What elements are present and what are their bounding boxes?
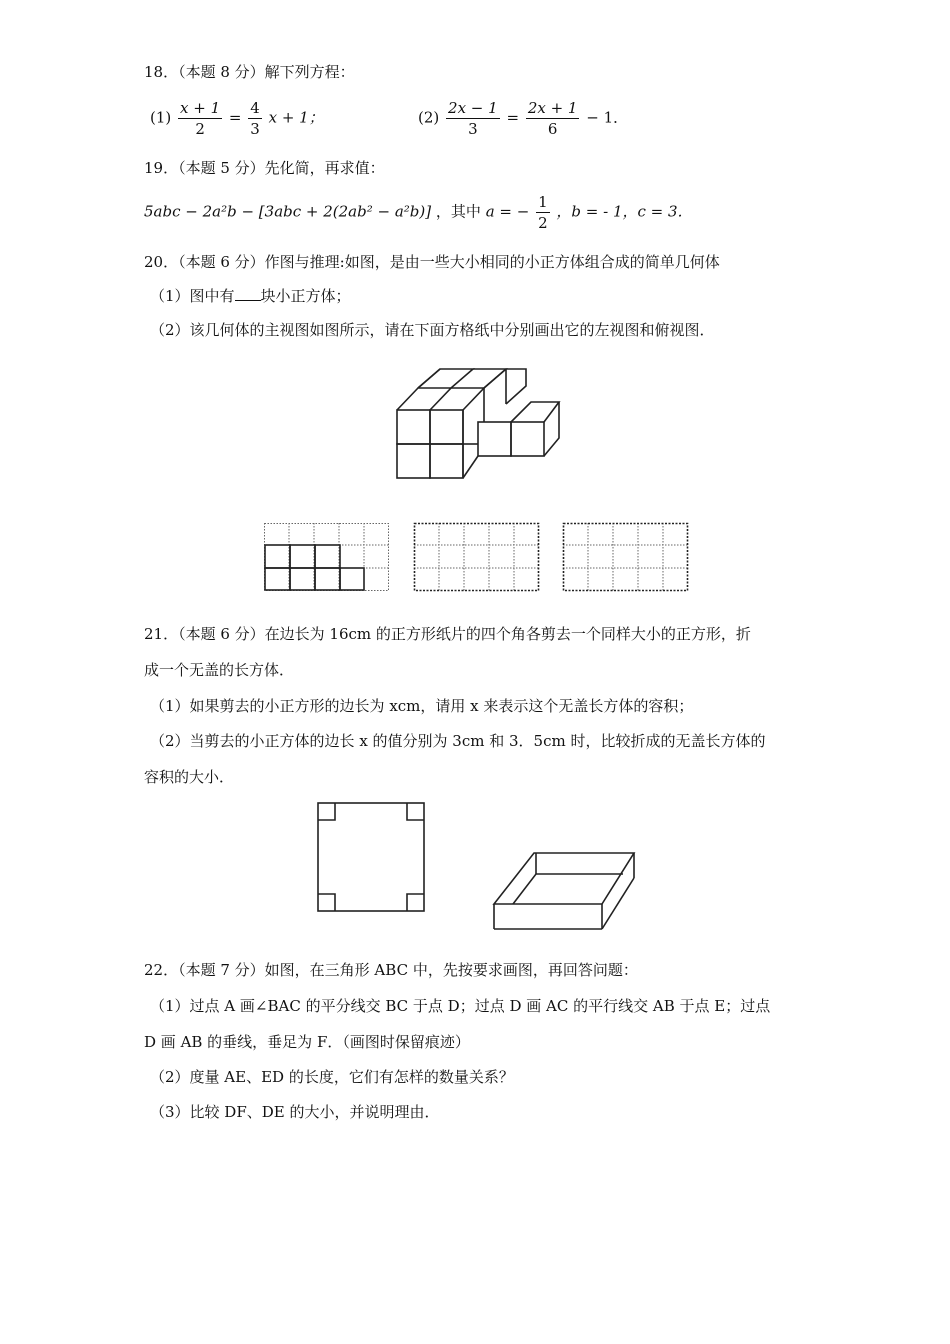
q18-p2-label: (2) <box>418 108 440 127</box>
q21-part1: （1）如果剪去的小正方形的边长为 xcm，请用 x 来表示这个无盖长方体的容积； <box>150 697 694 715</box>
cube-figure <box>396 368 561 480</box>
q19-a-eq: a = − <box>485 202 530 221</box>
q20-title: 20．（本题 6 分）作图与推理:如图，是由一些大小相同的小正方体组合成的简单几何体 <box>144 253 720 271</box>
answer-blank[interactable] <box>235 286 261 301</box>
q21-line1: 21．（本题 6 分）在边长为 16cm 的正方形纸片的四个角各剪去一个同样大小的正方形，折 <box>144 625 751 643</box>
q19-where: ，其中 <box>435 202 481 221</box>
q18-p1-frac-left: $\frac{x + 1}{2}$ <box>180 99 221 138</box>
q19-expression: 5abc − 2a²b − [3abc + 2(2ab² − a²b)] <box>144 202 432 221</box>
q20-part1: （1）图中有 块小正方体； <box>150 287 351 305</box>
q18-title: 18．（本题 8 分）解下列方程： <box>144 63 355 81</box>
q20-part2: （2）该几何体的主视图如图所示，请在下面方格纸中分别画出它的左视图和俯视图． <box>150 321 715 339</box>
q18-p2-frac-left: $\frac{2x - 1}{3}$ <box>448 99 498 138</box>
q19-expression-line <box>144 192 693 233</box>
q19-bc: ，b = - 1，c = 3． <box>556 202 693 221</box>
q21-part2-line1: （2）当剪去的小正方体的边长 x 的值分别为 3cm 和 3．5cm 时，比较折成的无盖长方体的 <box>150 732 766 750</box>
q22-title: 22．（本题 7 分）如图，在三角形 ABC 中，先按要求画图，再回答问题： <box>144 961 638 979</box>
q18-p1-tail: x + 1； <box>268 108 324 127</box>
q19-a-frac: $\frac{1}{2}$ <box>538 193 548 232</box>
q18-part1 <box>150 98 324 139</box>
open-box-figure <box>493 852 636 930</box>
cut-square-figure <box>317 802 425 912</box>
q18-p1-label: (1) <box>150 108 172 127</box>
left-view-grid <box>414 523 539 591</box>
q18-p2-tail: − 1． <box>586 108 629 127</box>
q22-part1-line1: （1）过点 A 画∠BAC 的平分线交 BC 于点 D；过点 D 画 AC 的平行线交 AB 于点 E；过点 <box>150 997 771 1015</box>
q22-part1-line2: D 画 AB 的垂线，垂足为 F．（画图时保留痕迹） <box>144 1033 470 1051</box>
front-view-grid <box>264 523 389 591</box>
q18-p1-eq: = <box>228 108 242 127</box>
q18-p2-eq: = <box>506 108 520 127</box>
q21-part2-line2: 容积的大小． <box>144 768 235 786</box>
q22-part3: （3）比较 DF、DE 的大小，并说明理由． <box>150 1103 440 1121</box>
q18-p1-frac-right: $\frac{4}{3}$ <box>250 99 260 138</box>
q18-p2-frac-right: $\frac{2x + 1}{6}$ <box>527 99 578 138</box>
q22-part2: （2）度量 AE、ED 的长度，它们有怎样的数量关系？ <box>150 1068 514 1086</box>
top-view-grid <box>563 523 688 591</box>
q18-part2 <box>418 98 628 139</box>
q19-title: 19．（本题 5 分）先化简，再求值： <box>144 159 385 177</box>
q21-line2: 成一个无盖的长方体． <box>144 661 295 679</box>
